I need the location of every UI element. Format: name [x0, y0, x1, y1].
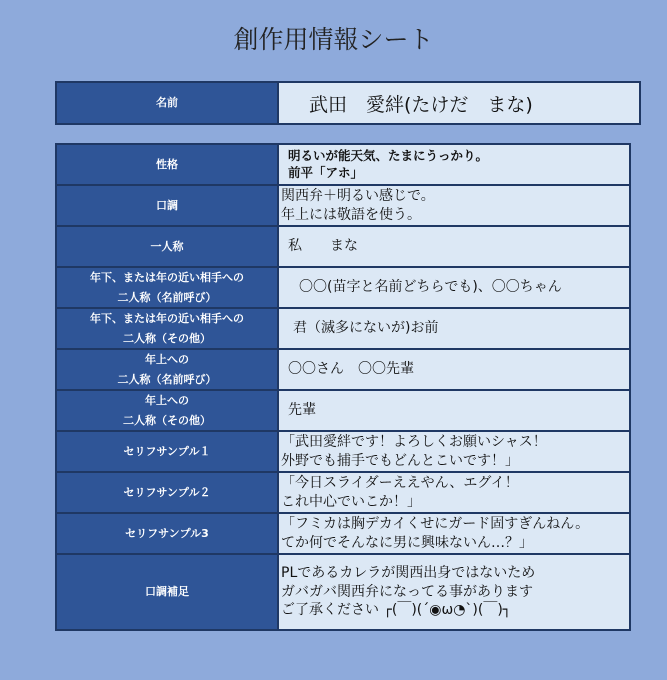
row-value: 「武田愛絆です！よろしくお願いシャス！ 外野でも捕手でもどんとこいです！」 — [278, 431, 630, 472]
info-table — [55, 143, 631, 631]
row-label: 性格 — [56, 144, 278, 185]
row-second-person-younger-other — [56, 308, 630, 349]
row-label: 年下、または年の近い相手への 二人称（名前呼び） — [56, 267, 278, 308]
name-table — [55, 81, 641, 125]
row-value: 君（滅多にないが)お前 — [278, 308, 630, 349]
row-label: 年上への 二人称（その他） — [56, 390, 278, 431]
sheet-title: 創作用情報シート — [233, 25, 434, 54]
row-second-person-elder-name — [56, 349, 630, 390]
row-label: セリフサンプル3 — [56, 513, 278, 554]
row-value: 私 まな — [278, 226, 630, 267]
row-label: 口調 — [56, 185, 278, 226]
row-first-person — [56, 226, 630, 267]
row-label: 口調補足 — [56, 554, 278, 630]
row-label: セリフサンプル１ — [56, 431, 278, 472]
name-label: 名前 — [56, 82, 278, 124]
row-value: 明るいが能天気、たまにうっかり。 前平「アホ」 — [278, 144, 630, 185]
row-value: 先輩 — [278, 390, 630, 431]
row-value: 関西弁＋明るい感じで。 年上には敬語を使う。 — [278, 185, 630, 226]
row-value: 「フミカは胸デカイくせにガード固すぎんねん。 てか何でそんなに男に興味ないん…？」 — [278, 513, 630, 554]
row-label: セリフサンプル２ — [56, 472, 278, 513]
row-second-person-elder-other — [56, 390, 630, 431]
row-label: 年下、または年の近い相手への 二人称（その他） — [56, 308, 278, 349]
name-value: 武田 愛絆(たけだ まな) — [278, 82, 640, 124]
row-value: 〇〇さん 〇〇先輩 — [278, 349, 630, 390]
row-value: PLであるカレラが関西出身ではないため ガバガバ関西弁になってる事があります ご了承ください ┌(￣)(´◉ω◔`)(￣)┐ — [278, 554, 630, 630]
row-value: 「今日スライダーええやん、エグイ！ これ中心でいこか！」 — [278, 472, 630, 513]
row-second-person-younger-name — [56, 267, 630, 308]
row-line-sample-1 — [56, 431, 630, 472]
row-value: 〇〇(苗字と名前どちらでも)、〇〇ちゃん — [278, 267, 630, 308]
name-row — [56, 82, 640, 124]
row-speech-style — [56, 185, 630, 226]
row-personality — [56, 144, 630, 185]
row-label: 一人称 — [56, 226, 278, 267]
row-line-sample-3 — [56, 513, 630, 554]
row-speech-notes — [56, 554, 630, 630]
row-label: 年上への 二人称（名前呼び） — [56, 349, 278, 390]
row-line-sample-2 — [56, 472, 630, 513]
